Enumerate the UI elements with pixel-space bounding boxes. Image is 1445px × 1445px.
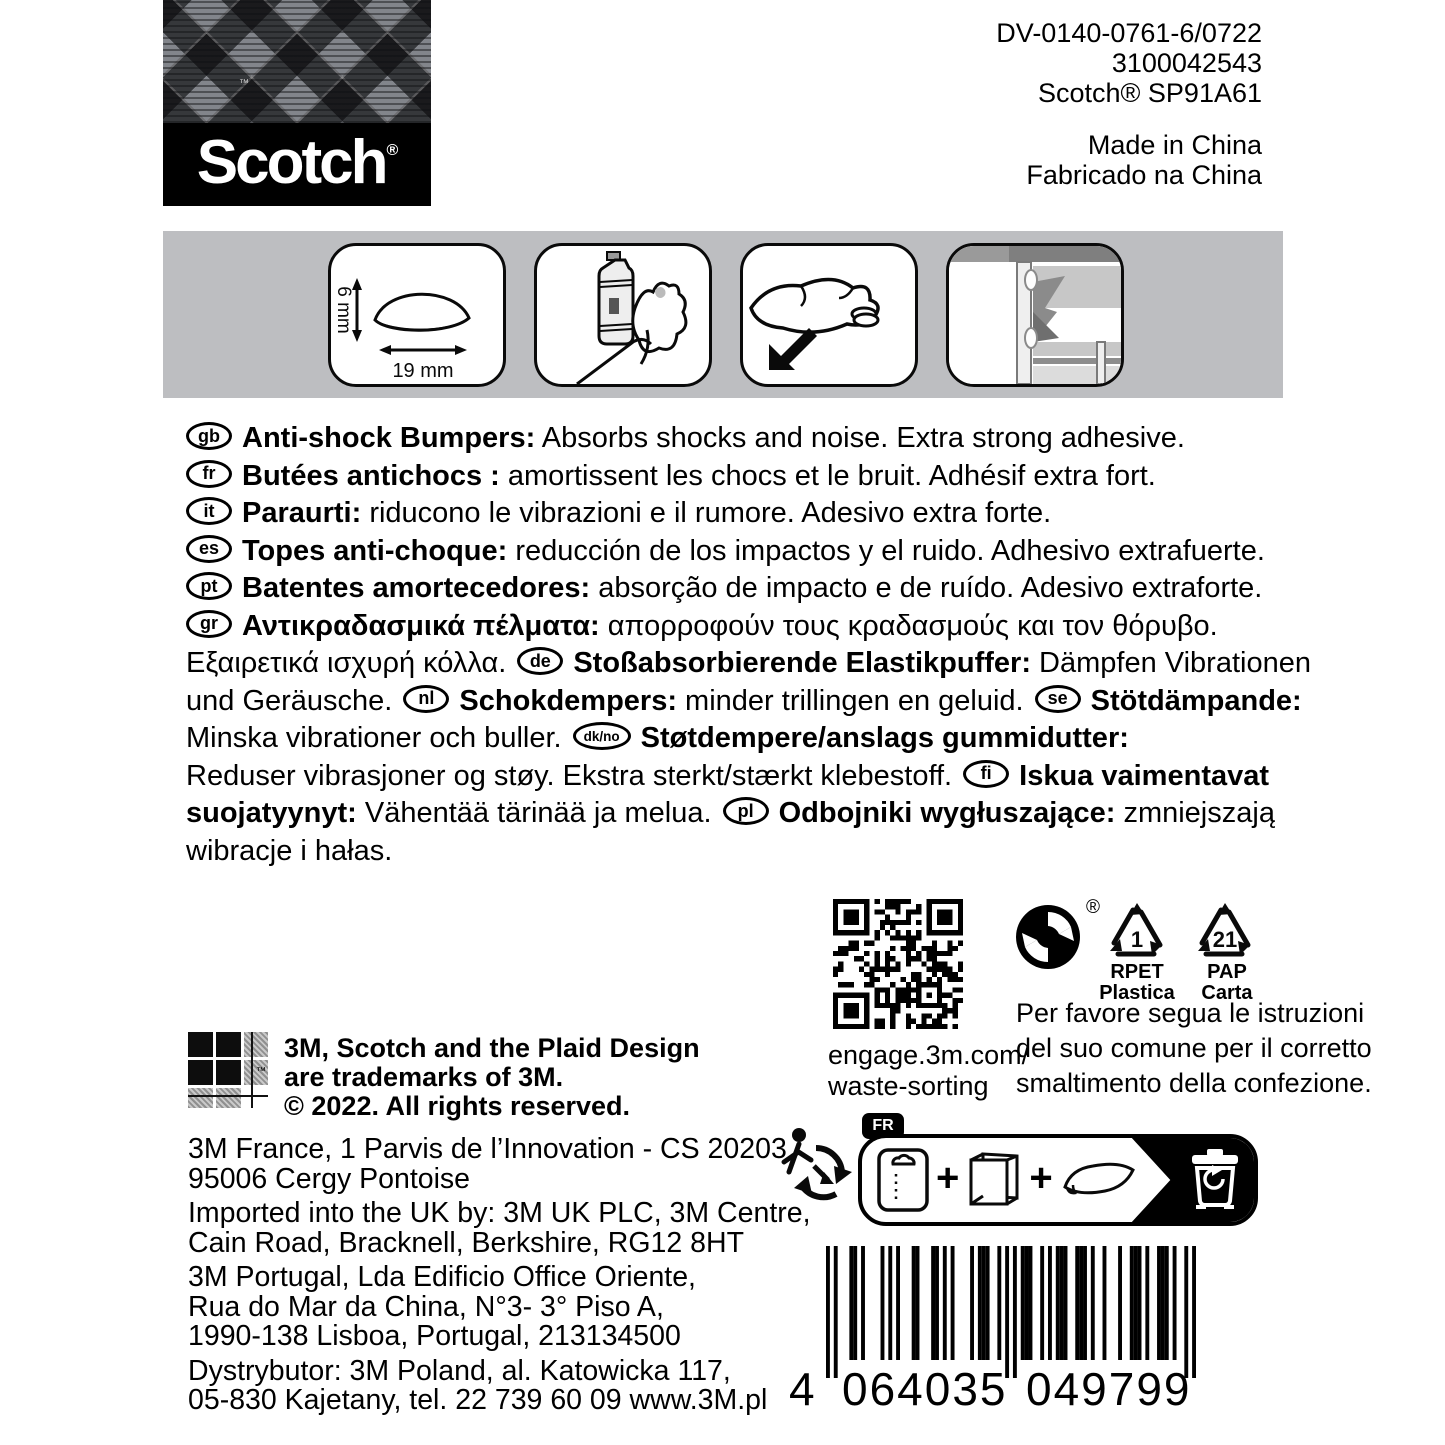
description-text: riducono le vibrazioni e il rumore. Adesivo extra forte. [361, 497, 1052, 529]
address-line: 1990-138 Lisboa, Portugal, 213134500 [188, 1320, 681, 1352]
description-line [186, 533, 1296, 571]
backing-card-icon [876, 1147, 930, 1213]
language-badge: nl [403, 685, 449, 713]
description-bold-text: Støtdempere/anslags gummidutter: [640, 722, 1129, 754]
language-badge: fr [186, 460, 232, 488]
address-line: Rua do Mar da China, N°3- 3° Piso A, [188, 1290, 664, 1323]
swatch-tm-mark: ™ [256, 1066, 266, 1077]
description-bold-text: Paraurti: [242, 497, 362, 529]
description-line [186, 458, 1296, 496]
language-badge: dk/no [573, 722, 631, 750]
language-badge: gr [186, 610, 232, 638]
bumper-pad-icon [1059, 1157, 1139, 1203]
green-dot-icon [1014, 903, 1082, 971]
product-info [996, 18, 1262, 190]
trademark-statement: 3M, Scotch and the Plaid Design are trademarks of 3M. © 2022. All rights reserved. [284, 1033, 700, 1121]
barcode-digits: 064035 [842, 1363, 1008, 1415]
language-badge: pt [186, 572, 232, 600]
description-line [186, 495, 1296, 533]
registered-mark: ® [386, 141, 399, 159]
language-badge: it [186, 497, 232, 525]
address-group [188, 1199, 811, 1258]
plaid-tm-mark: ™ [239, 78, 249, 89]
blister-pack-icon [965, 1150, 1023, 1210]
description-line [186, 683, 1302, 721]
scotch-wordmark: Scotch® [196, 127, 399, 197]
language-badge: fi [963, 760, 1009, 788]
description-bold-text: Stötdämpande: [1090, 684, 1302, 717]
multilingual-description [186, 420, 1311, 870]
description-line [186, 795, 1296, 833]
address-group [188, 1354, 811, 1416]
qr-code [833, 899, 963, 1029]
address-line: Cain Road, Bracknell, Berkshire, RG12 8HT [188, 1226, 744, 1259]
address-line: Imported into the UK by: 3M UK PLC, 3M Centre, [188, 1197, 811, 1229]
recycling-code-21-label: PAP Carta [1201, 961, 1253, 1004]
svg-text:1: 1 [1130, 927, 1144, 952]
ean-barcode [826, 1246, 1196, 1378]
description-bold-text: Batentes amortecedores: [242, 572, 591, 604]
scotch-logo-block [163, 0, 431, 206]
disposal-note: Per favore segua le istruzioni del suo comune per il corretto smaltimento della confezione. [1016, 998, 1372, 1098]
description-text: Dämpfen Vibrationen [1030, 647, 1311, 679]
address-line: 3M Portugal, Lda Edificio Office Oriente, [188, 1261, 696, 1293]
qr-caption-line: engage.3m.com/ [828, 1040, 1030, 1070]
recycling-code-21-icon [1192, 901, 1258, 961]
description-line [186, 758, 1296, 796]
description-text: Εξαιρετικά ισχυρή κόλλα. [186, 647, 515, 679]
language-badge: se [1035, 685, 1081, 713]
qr-caption [828, 1040, 1029, 1102]
description-text: amortissent les chocs et le bruit. Adhésif extra fort. [499, 459, 1156, 492]
description-text: und Geräusche. [186, 684, 401, 717]
description-text: reducción de los impactos y el ruido. Adhesivo extrafuerte. [507, 534, 1265, 567]
packaging-components [876, 1138, 1144, 1222]
description-line [186, 720, 1296, 758]
svg-text:19 mm: 19 mm [392, 360, 454, 382]
product-code-line: DV-0140-0761-6/0722 [996, 18, 1262, 48]
company-addresses [188, 1135, 811, 1421]
description-text: Absorbs shocks and noise. Extra strong adhesive. [535, 422, 1185, 454]
bumper-size-icon [328, 243, 506, 387]
barcode-digits: 049799 [1026, 1363, 1192, 1415]
cabinet-icon [946, 243, 1124, 387]
address-line: Dystrybutor: 3M Poland, al. Katowicka 117, [188, 1354, 731, 1387]
disposal-arrow-area [1130, 1136, 1256, 1224]
description-bold-text: Odbojniki wygłuszające: [778, 797, 1116, 829]
description-text: Reduser vibrasjoner og støy. Ekstra sterkt/stærkt klebestoff. [186, 759, 961, 792]
svg-text:21: 21 [1212, 927, 1238, 952]
clean-surface-icon [534, 243, 712, 387]
product-code-line: 3100042543 [1111, 48, 1262, 78]
waste-sorting-banner [858, 1134, 1258, 1226]
language-badge: pl [723, 797, 769, 825]
green-dot-registered-mark: ® [1086, 897, 1100, 918]
description-bold-text: suojatyynyt: [186, 797, 357, 829]
description-text: zmniejszają [1115, 797, 1275, 829]
svg-text:6 mm: 6 mm [333, 286, 354, 334]
fr-country-tag: FR [862, 1113, 904, 1139]
address-group [188, 1263, 811, 1352]
description-text: Minska vibrationer och buller. [186, 722, 570, 754]
origin-line: Made in China [1087, 130, 1262, 160]
description-bold-text: Αντικραδασμικά πέλματα: [242, 609, 600, 642]
description-line [186, 608, 1296, 646]
recycling-code-1-label: RPET Plastica [1099, 961, 1175, 1004]
description-bold-text: Topes anti-choque: [242, 534, 508, 567]
language-badge: es [186, 535, 232, 563]
description-bold-text: Schokdempers: [459, 684, 677, 717]
address-line: 95006 Cergy Pontoise [188, 1162, 471, 1195]
description-bold-text: Anti-shock Bumpers: [242, 422, 536, 454]
description-line [186, 570, 1296, 608]
description-text: Vähentää tärinää ja melua. [356, 797, 720, 829]
scotch-wordmark-bar [163, 123, 431, 206]
origin-block [996, 130, 1262, 190]
description-line [186, 420, 1296, 458]
origin-line: Fabricado na China [1026, 160, 1262, 190]
description-line [186, 833, 1296, 871]
address-line: 3M France, 1 Parvis de l’Innovation - CS 20203 [188, 1133, 787, 1165]
recycle-bin-icon [1186, 1148, 1244, 1210]
address-group [188, 1135, 811, 1194]
description-text: absorção de impacto e de ruído. Adesivo extraforte. [590, 572, 1263, 604]
triman-icon [774, 1122, 860, 1208]
language-badge: de [517, 647, 563, 675]
description-text: wibracje i hałas. [186, 834, 393, 867]
apply-bumper-icon [740, 243, 918, 387]
product-code-line: Scotch® SP91A61 [1037, 78, 1262, 108]
description-bold-text: Stoßabsorbierende Elastikpuffer: [573, 647, 1031, 679]
language-badge: gb [186, 422, 232, 450]
plaid-pattern [163, 0, 431, 123]
recycling-code-1-icon [1104, 901, 1170, 961]
description-text: minder trillingen en geluid. [677, 684, 1032, 717]
description-line [186, 645, 1311, 683]
plus-sign: + [1029, 1156, 1053, 1200]
address-line: 05-830 Kajetany, tel. 22 739 60 09 www.3M.pl [188, 1384, 768, 1416]
description-bold-text: Butées antichocs : [242, 459, 500, 492]
qr-caption-line: waste-sorting [828, 1071, 989, 1101]
plus-sign: + [936, 1156, 960, 1200]
description-bold-text: Iskua vaimentavat [1019, 759, 1270, 792]
description-text: απορροφούν τους κραδασμούς και τον θόρυβο. [599, 609, 1218, 642]
barcode-digit: 4 [789, 1363, 817, 1415]
